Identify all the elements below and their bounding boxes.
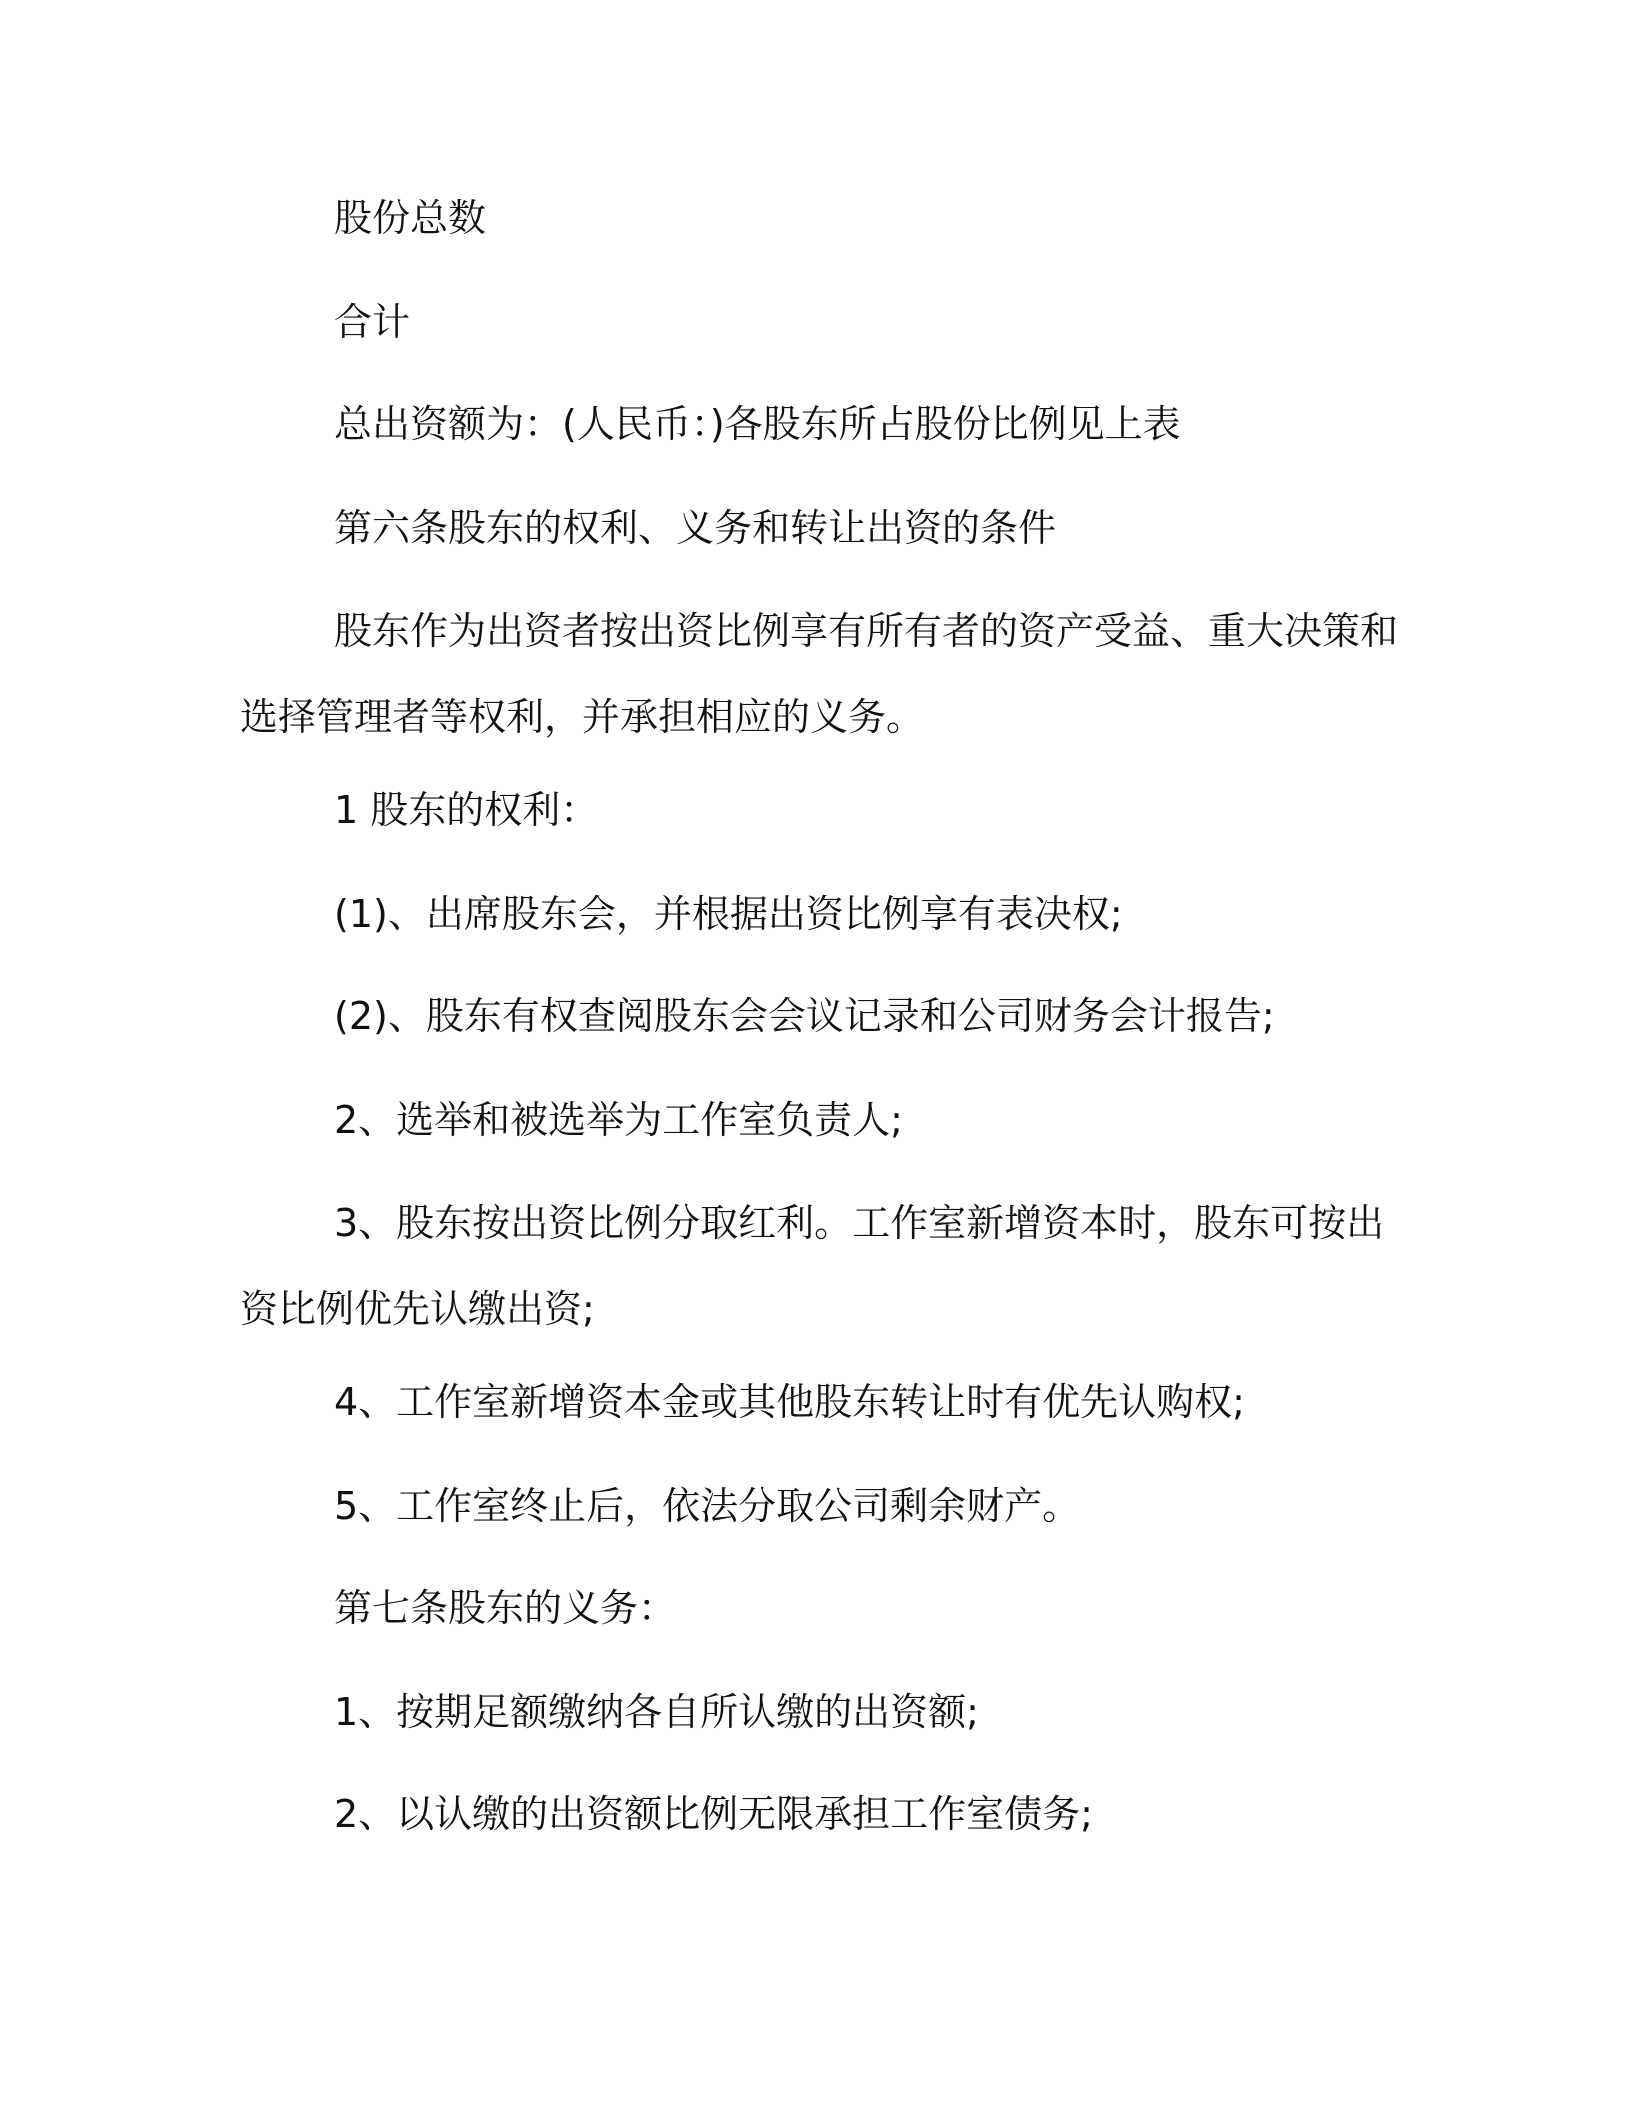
article-seven-heading: 第七条股东的义务： [334, 1586, 677, 1630]
article-six-heading: 第六条股东的权利、义务和转让出资的条件 [334, 506, 1057, 550]
paragraph-item-3: 3、股东按出资比例分取红利。工作室新增资本时，股东可按出资比例优先认缴出资; [240, 1201, 1385, 1331]
paragraph-shareholder-rights-intro: 股东作为出资者按出资比例享有所有者的资产受益、重大决策和选择管理者等权利，并承担相应的义务。 [240, 609, 1399, 739]
line-obligation-1: 1、按期足额缴纳各自所认缴的出资额; [334, 1690, 979, 1734]
line-item-5: 5、工作室终止后，依法分取公司剩余财产。 [334, 1484, 1081, 1528]
line-item-4: 4、工作室新增资本金或其他股东转让时有优先认购权; [334, 1380, 1245, 1424]
line-right-1: (1)、出席股东会，并根据出资比例享有表决权; [334, 892, 1123, 936]
line-item-2: 2、选举和被选举为工作室负责人; [334, 1098, 903, 1142]
line-right-2: (2)、股东有权查阅股东会会议记录和公司财务会计报告; [334, 994, 1275, 1038]
line-obligation-2: 2、以认缴的出资额比例无限承担工作室债务; [334, 1792, 1093, 1836]
line-total: 合计 [334, 300, 411, 344]
line-total-capital: 总出资额为：(人民币：)各股东所占股份比例见上表 [334, 402, 1181, 446]
line-rights-heading: 1 股东的权利： [334, 788, 599, 832]
line-total-shares: 股份总数 [334, 196, 487, 240]
